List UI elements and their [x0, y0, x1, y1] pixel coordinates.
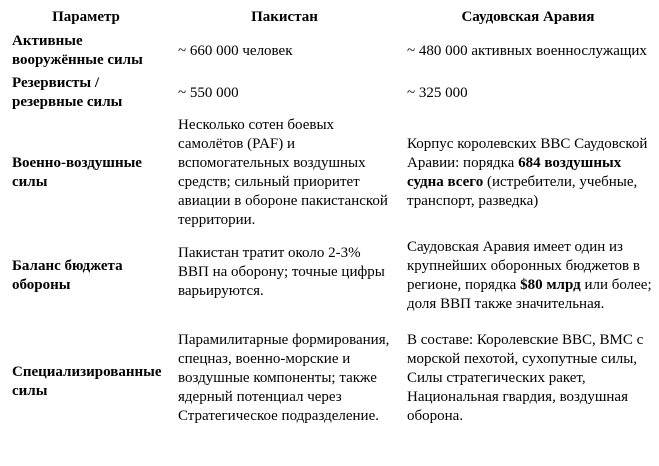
- header-saudi: Саудовская Аравия: [461, 8, 595, 25]
- table-row: [2, 114, 657, 232]
- saudi-text-post: (истребители, учебные, транспорт, разведка): [407, 174, 638, 209]
- row-saudi: [399, 320, 657, 444]
- header-pakistan: Пакистан: [251, 8, 318, 25]
- saudi-text-bold: 684 воздушных судна всего: [407, 155, 622, 190]
- table-row: [2, 72, 657, 114]
- saudi-text: В составе: Королевские ВВС, ВМС с морской пехотой, сухопутные силы, Силы стратегических ракет, Национальная гвардия, воздушная оборона.: [407, 331, 644, 424]
- table-row: [2, 320, 657, 444]
- row-param: Резервисты / резервные силы: [12, 75, 123, 110]
- row-saudi: [399, 232, 657, 320]
- row-pakistan: ~ 550 000: [178, 84, 239, 101]
- row-param: Баланс бюджета обороны: [12, 258, 123, 293]
- row-saudi: [399, 114, 657, 232]
- row-pakistan: [170, 232, 399, 320]
- row-param: Активные вооружённые силы: [12, 33, 143, 68]
- row-saudi: ~ 480 000 активных военнослужащих: [407, 42, 647, 59]
- pakistan-text: Пакистан тратит около 2-3% ВВП на оборону; точные цифры варьируются.: [178, 244, 385, 299]
- saudi-text-pre: Саудовская Аравия имеет один из крупнейших оборонных бюджетов в регионе, порядка: [407, 239, 640, 293]
- row-saudi: ~ 325 000: [407, 84, 468, 101]
- comparison-table: [2, 6, 657, 444]
- saudi-text-bold: $80 млрд: [520, 277, 581, 293]
- pakistan-text: Парамилитарные формирования, спецназ, военно-морские и воздушные компоненты; также ядерный потенциал через Стратегическое подразделение.: [178, 331, 390, 424]
- saudi-text-pre: Корпус королевских ВВС Саудовской Аравии: порядка: [407, 136, 648, 171]
- row-pakistan: ~ 660 000 человек: [178, 42, 293, 59]
- table-row: [2, 232, 657, 320]
- row-pakistan: Несколько сотен боевых самолётов (PAF) и вспомогательных воздушных средств; сильный приоритет авиации в обороне пакистанской территории.: [178, 117, 388, 228]
- header-row: [2, 6, 657, 30]
- header-param: Параметр: [52, 8, 120, 25]
- saudi-text-post: или более; доля ВВП также значительная.: [407, 277, 652, 312]
- row-pakistan: [170, 320, 399, 444]
- table-row: [2, 30, 657, 72]
- row-param: Военно-воздушные силы: [12, 155, 142, 190]
- row-param: Специализированные силы: [12, 364, 162, 399]
